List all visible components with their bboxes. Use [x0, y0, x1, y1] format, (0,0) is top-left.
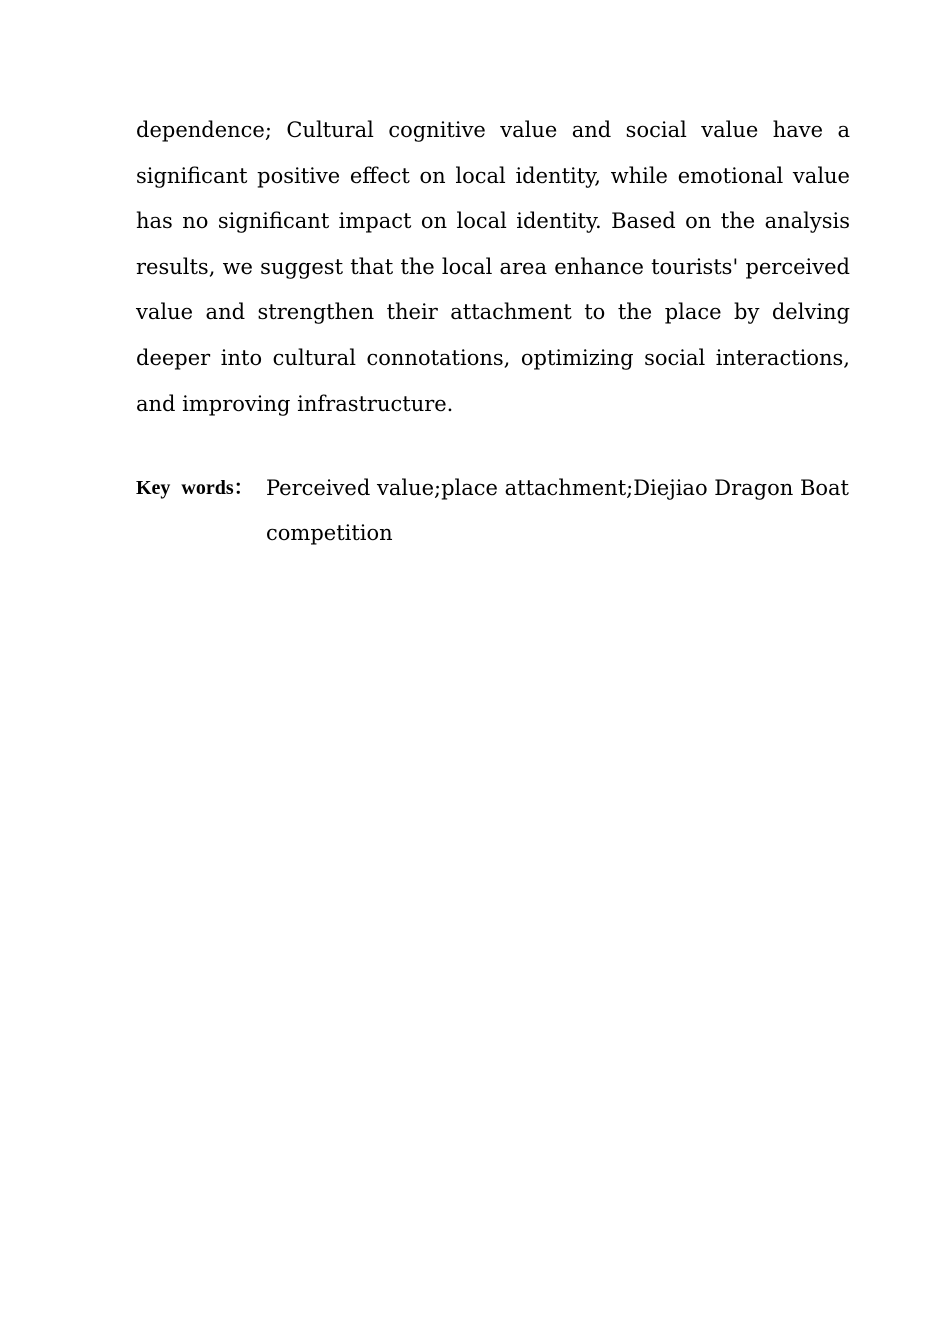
abstract-paragraph: dependence; Cultural cognitive value and social value have a significant positive effect on local identity, while emotional value has no significant impact on local identity. Based on the analysis results, we suggest that the local area enhance tourists' perceived value and strengthen their attachment to the place by delving deeper into cultural connotations, optimizing social interactions, and improving infrastructure.	[136, 118, 850, 416]
keywords-label: Key words：	[136, 477, 254, 499]
keywords-section	[136, 466, 850, 556]
keywords-list: Perceived value;place attachment;Diejiao Dragon Boat competition	[266, 476, 849, 545]
